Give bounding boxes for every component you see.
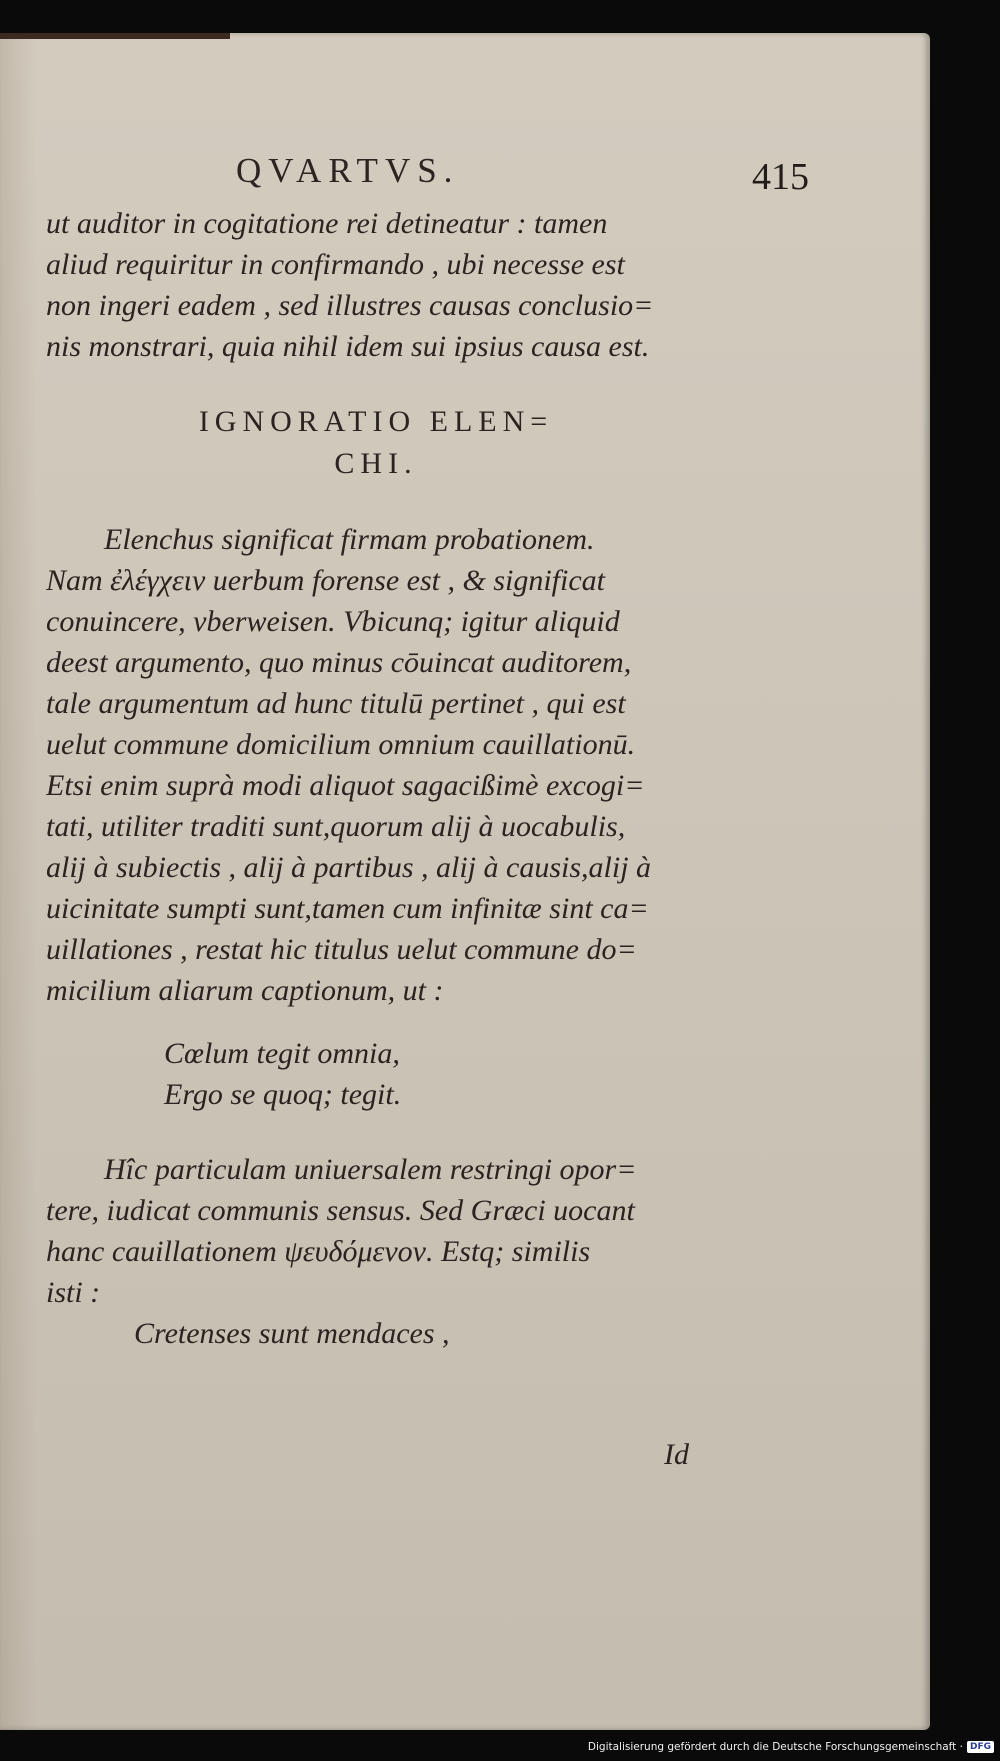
section-heading: CHI. xyxy=(334,447,418,480)
text-line: uelut commune domicilium omnium cauillationū. xyxy=(46,728,636,761)
text-line: aliud requiritur in confirmando , ubi necesse est xyxy=(46,248,625,281)
page-edge xyxy=(0,33,230,39)
text-line: Etsi enim suprà modi aliquot sagacißimè excogi= xyxy=(46,769,645,802)
running-head: QVARTVS. xyxy=(236,151,460,190)
text-line: Hîc particulam uniuersalem restringi opor= xyxy=(104,1153,637,1186)
text-line: conuincere, vberweisen. Vbicunq; igitur aliquid xyxy=(46,605,620,638)
text-line: hanc cauillationem ψευδόμενον. Estq; similis xyxy=(46,1235,591,1268)
credit-text: Digitalisierung gefördert durch die Deutsche Forschungsgemeinschaft · xyxy=(587,1741,963,1753)
verse-line: Cœlum tegit omnia, xyxy=(164,1037,400,1070)
text-line: alij à subiectis , alij à partibus , alij à causis,alij à xyxy=(46,851,652,884)
text-line: Nam ἐλέγχειν uerbum forense est , & significat xyxy=(46,564,605,597)
text-line: tati, utiliter traditi sunt,quorum alij à uocabulis, xyxy=(46,810,626,843)
catchword: Id xyxy=(664,1438,689,1471)
verse-line: Cretenses sunt mendaces , xyxy=(134,1317,450,1350)
text-line: nis monstrari, quia nihil idem sui ipsius causa est. xyxy=(46,330,650,363)
page-number: 415 xyxy=(752,156,809,198)
dfg-logo: DFG xyxy=(967,1741,994,1753)
book-page xyxy=(0,33,930,1730)
main-text xyxy=(46,203,706,1354)
text-line: Elenchus significat firmam probationem. xyxy=(104,523,595,556)
page-header xyxy=(0,151,930,201)
text-line: tale argumentum ad hunc titulū pertinet , qui est xyxy=(46,687,626,720)
text-line: isti : xyxy=(46,1276,101,1309)
text-line: micilium aliarum captionum, ut : xyxy=(46,974,444,1007)
digitization-credit xyxy=(588,1736,994,1758)
section-heading: IGNORATIO ELEN= xyxy=(198,405,554,438)
text-line: tere, iudicat communis sensus. Sed Græci uocant xyxy=(46,1194,635,1227)
text-line: uillationes , restat hic titulus uelut commune do= xyxy=(46,933,637,966)
text-line: deest argumento, quo minus cōuincat auditorem, xyxy=(46,646,632,679)
text-line: non ingeri eadem , sed illustres causas conclusio= xyxy=(46,289,654,322)
verse-line: Ergo se quoq; tegit. xyxy=(164,1078,402,1111)
text-line: ut auditor in cogitatione rei detineatur : tamen xyxy=(46,207,608,240)
text-line: uicinitate sumpti sunt,tamen cum infinitæ sint ca= xyxy=(46,892,649,925)
